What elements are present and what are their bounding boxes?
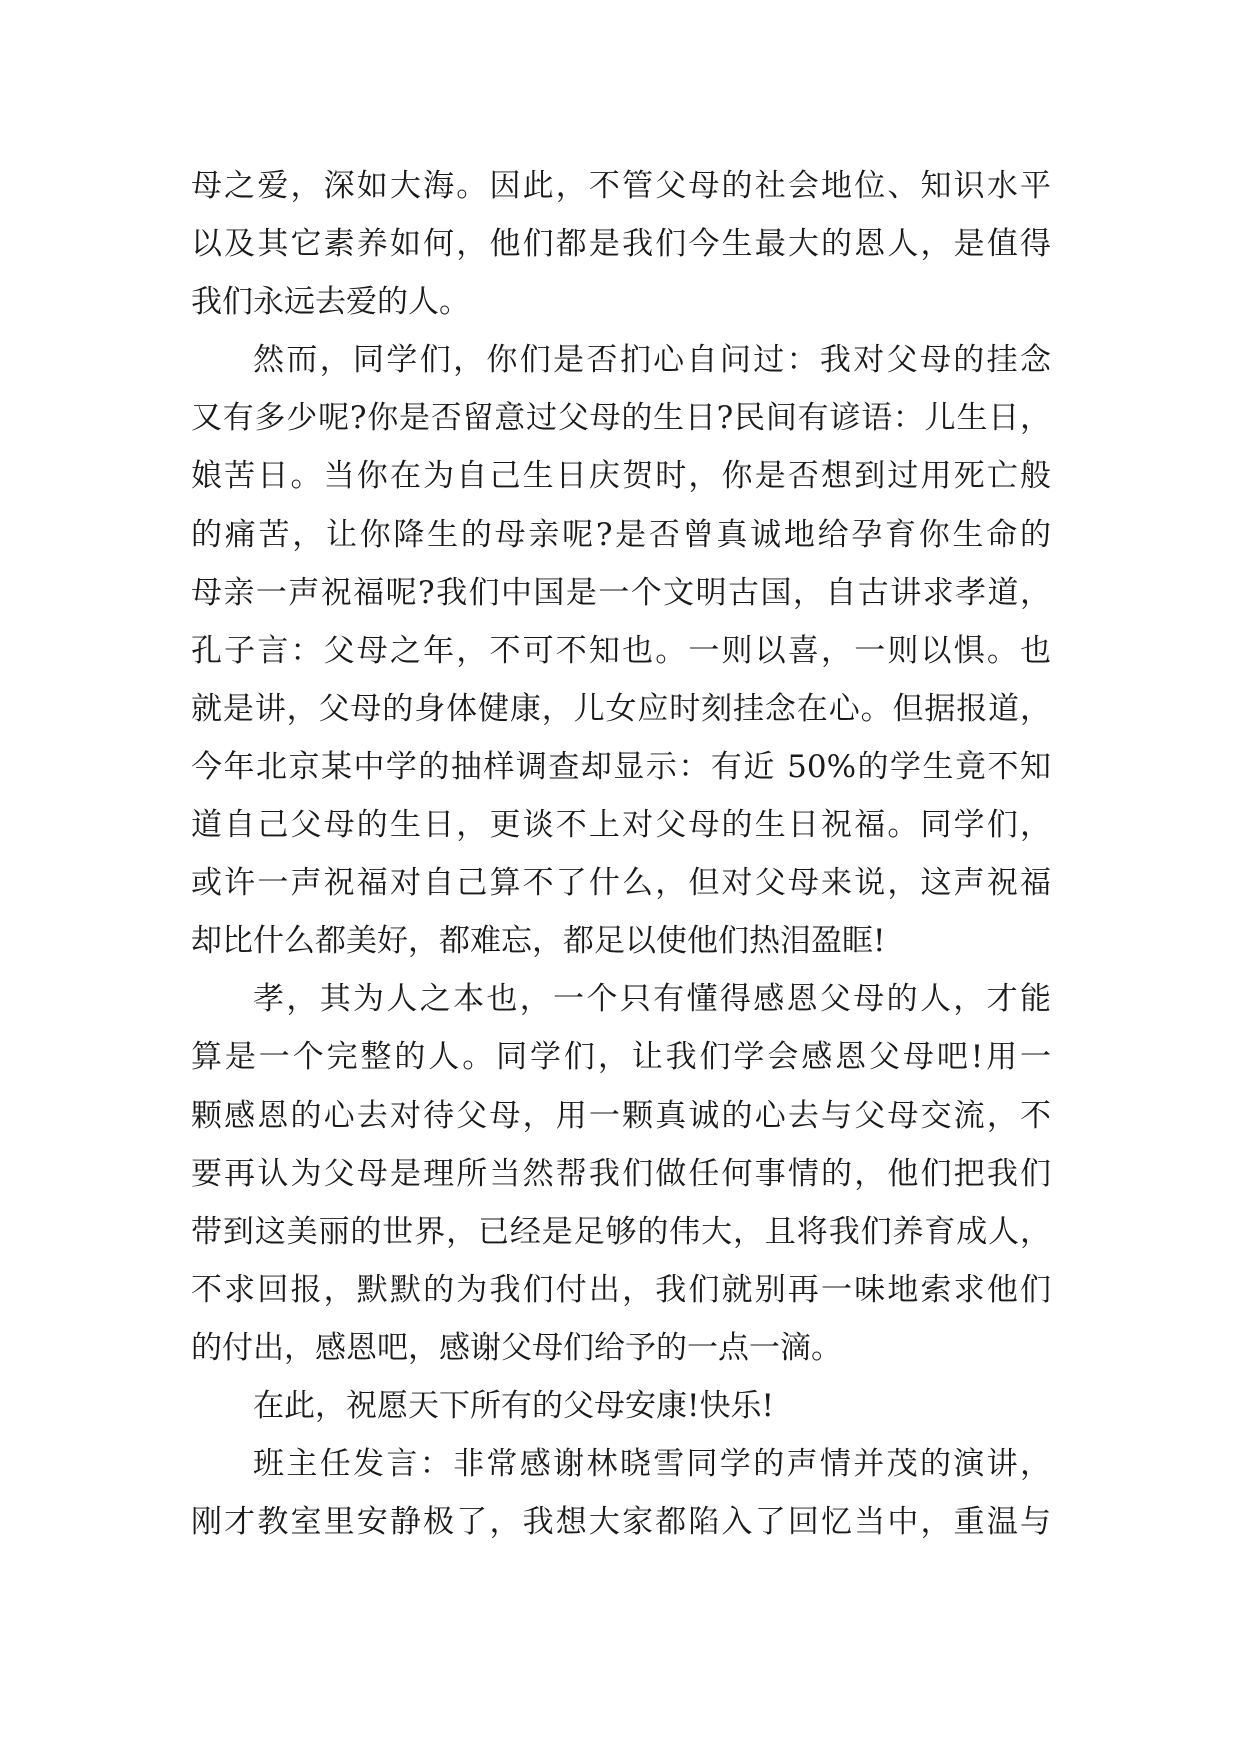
body-text [191, 157, 1051, 1551]
text-line: 然而，同学们，你们是否扪心自问过：我对父母的挂念 [253, 342, 1051, 379]
text-line: 就是讲，父母的身体健康，儿女应时刻挂念在心。但据报道， [191, 690, 1051, 727]
text-line: 道自己父母的生日，更谈不上对父母的生日祝福。同学们， [191, 807, 1051, 844]
text-line: 颗感恩的心去对待父母，用一颗真诚的心去与父母交流，不 [191, 1097, 1051, 1134]
text-line: 的痛苦，让你降生的母亲呢?是否曾真诚地给孕育你生命的 [191, 516, 1051, 553]
text-line: 或许一声祝福对自己算不了什么，但对父母来说，这声祝福 [191, 865, 1051, 902]
text-line: 今年北京某中学的抽样调查却显示：有近 50%的学生竟不知 [191, 748, 1051, 785]
text-line: 母之爱，深如大海。因此，不管父母的社会地位、知识水平 [191, 168, 1051, 204]
text-line: 以及其它素养如何，他们都是我们今生最大的恩人，是值得 [191, 226, 1051, 263]
text-line: 算是一个完整的人。同学们，让我们学会感恩父母吧!用一 [191, 1039, 1051, 1076]
text-line: 刚才教室里安静极了，我想大家都陷入了回忆当中，重温与 [191, 1504, 1051, 1541]
text-line: 又有多少呢?你是否留意过父母的生日?民间有谚语：儿生日， [191, 400, 1051, 437]
text-line: 的付出，感恩吧，感谢父母们给予的一点一滴。 [191, 1329, 842, 1366]
text-line: 却比什么都美好，都难忘，都足以使他们热泪盈眶! [191, 923, 886, 960]
text-line: 带到这美丽的世界，已经是足够的伟大，且将我们养育成人， [191, 1213, 1051, 1250]
text-line: 母亲一声祝福呢?我们中国是一个文明古国，自古讲求孝道， [191, 574, 1051, 611]
text-line: 娘苦日。当你在为自己生日庆贺时，你是否想到过用死亡般 [191, 458, 1051, 495]
text-line: 班主任发言：非常感谢林晓雪同学的声情并茂的演讲， [253, 1446, 1051, 1483]
text-line: 我们永远去爱的人。 [191, 284, 470, 321]
text-line: 要再认为父母是理所当然帮我们做任何事情的，他们把我们 [191, 1155, 1051, 1192]
text-line: 孝，其为人之本也，一个只有懂得感恩父母的人，才能 [253, 981, 1051, 1018]
text-line: 在此，祝愿天下所有的父母安康!快乐! [253, 1387, 774, 1424]
text-line: 不求回报，默默的为我们付出，我们就别再一味地索求他们 [191, 1271, 1051, 1308]
text-line: 孔子言：父母之年，不可不知也。一则以喜，一则以惧。也 [191, 632, 1051, 669]
